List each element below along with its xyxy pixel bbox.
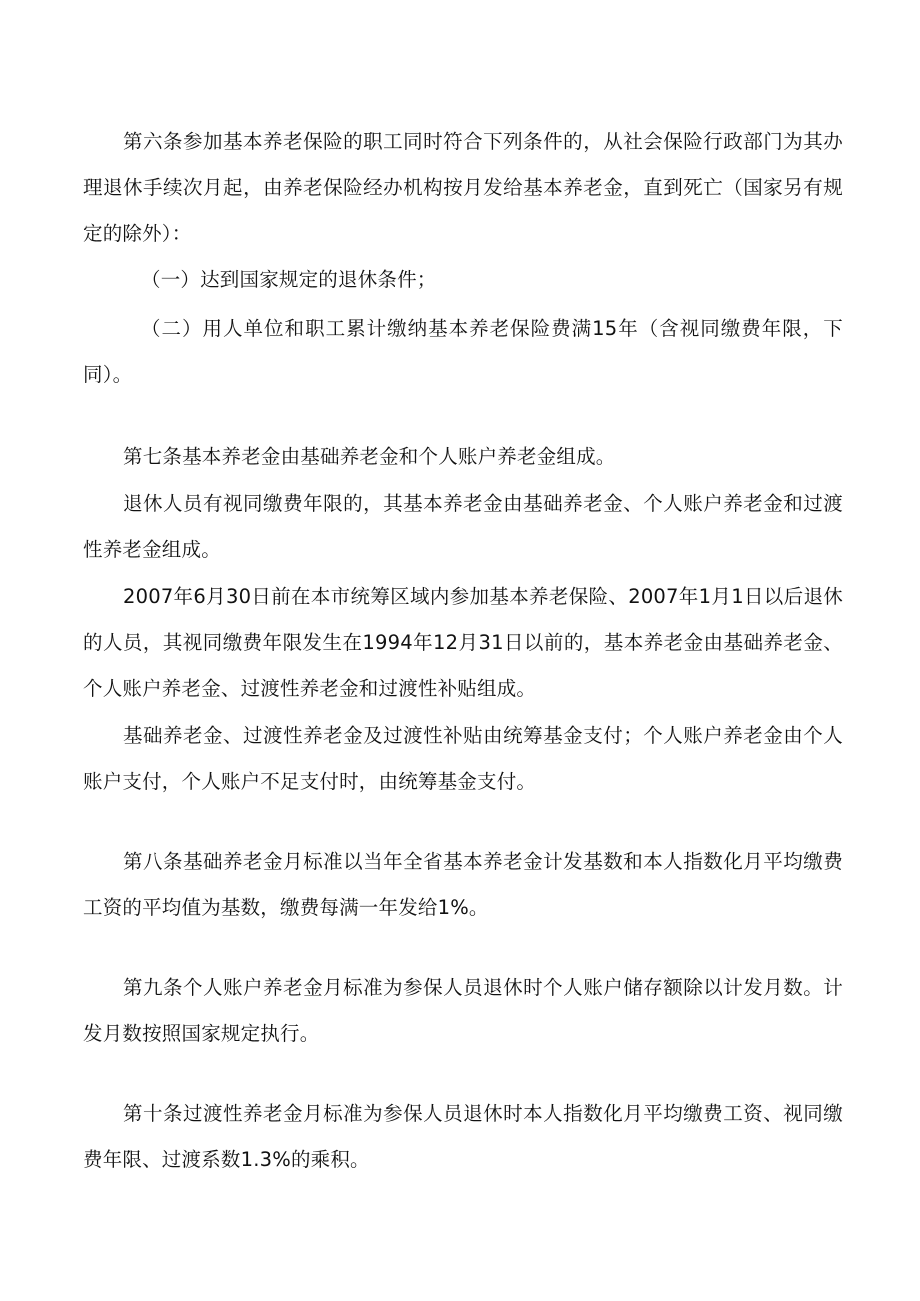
article-9-paragraph: 第九条个人账户养老金月标准为参保人员退休时个人账户储存额除以计发月数。计发月数按照国家规定执行。 — [83, 976, 843, 1045]
article-6-item-1: （一）达到国家规定的退休条件； — [141, 268, 437, 291]
article-7-payment-paragraph: 基础养老金、过渡性养老金及过渡性补贴由统筹基金支付；个人账户养老金由个人账户支付，个人账户不足支付时，由统筹基金支付。 — [83, 724, 843, 793]
article-7-retiree-paragraph: 退休人员有视同缴费年限的，其基本养老金由基础养老金、个人账户养老金和过渡性养老金组成。 — [83, 492, 843, 561]
article-8-paragraph: 第八条基础养老金月标准以当年全省基本养老金计发基数和本人指数化月平均缴费工资的平均值为基数，缴费每满一年发给1%。 — [83, 850, 843, 919]
article-10-paragraph: 第十条过渡性养老金月标准为参保人员退休时本人指数化月平均缴费工资、视同缴费年限、过渡系数1.3%的乘积。 — [83, 1102, 843, 1171]
article-7-2007-paragraph: 2007年6月30日前在本市统筹区域内参加基本养老保险、2007年1月1日以后退休的人员，其视同缴费年限发生在1994年12月31日以前的，基本养老金由基础养老金、个人账户养老金、过渡性养老金和过渡性补贴组成。 — [83, 585, 843, 700]
article-6-item-2: （二）用人单位和职工累计缴纳基本养老保险费满15年（含视同缴费年限，下同）。 — [83, 317, 843, 386]
article-6-paragraph: 第六条参加基本养老保险的职工同时符合下列条件的，从社会保险行政部门为其办理退休手续次月起，由养老保险经办机构按月发给基本养老金，直到死亡（国家另有规定的除外）： — [83, 130, 843, 245]
article-7-paragraph: 第七条基本养老金由基础养老金和个人账户养老金组成。 — [123, 445, 616, 468]
